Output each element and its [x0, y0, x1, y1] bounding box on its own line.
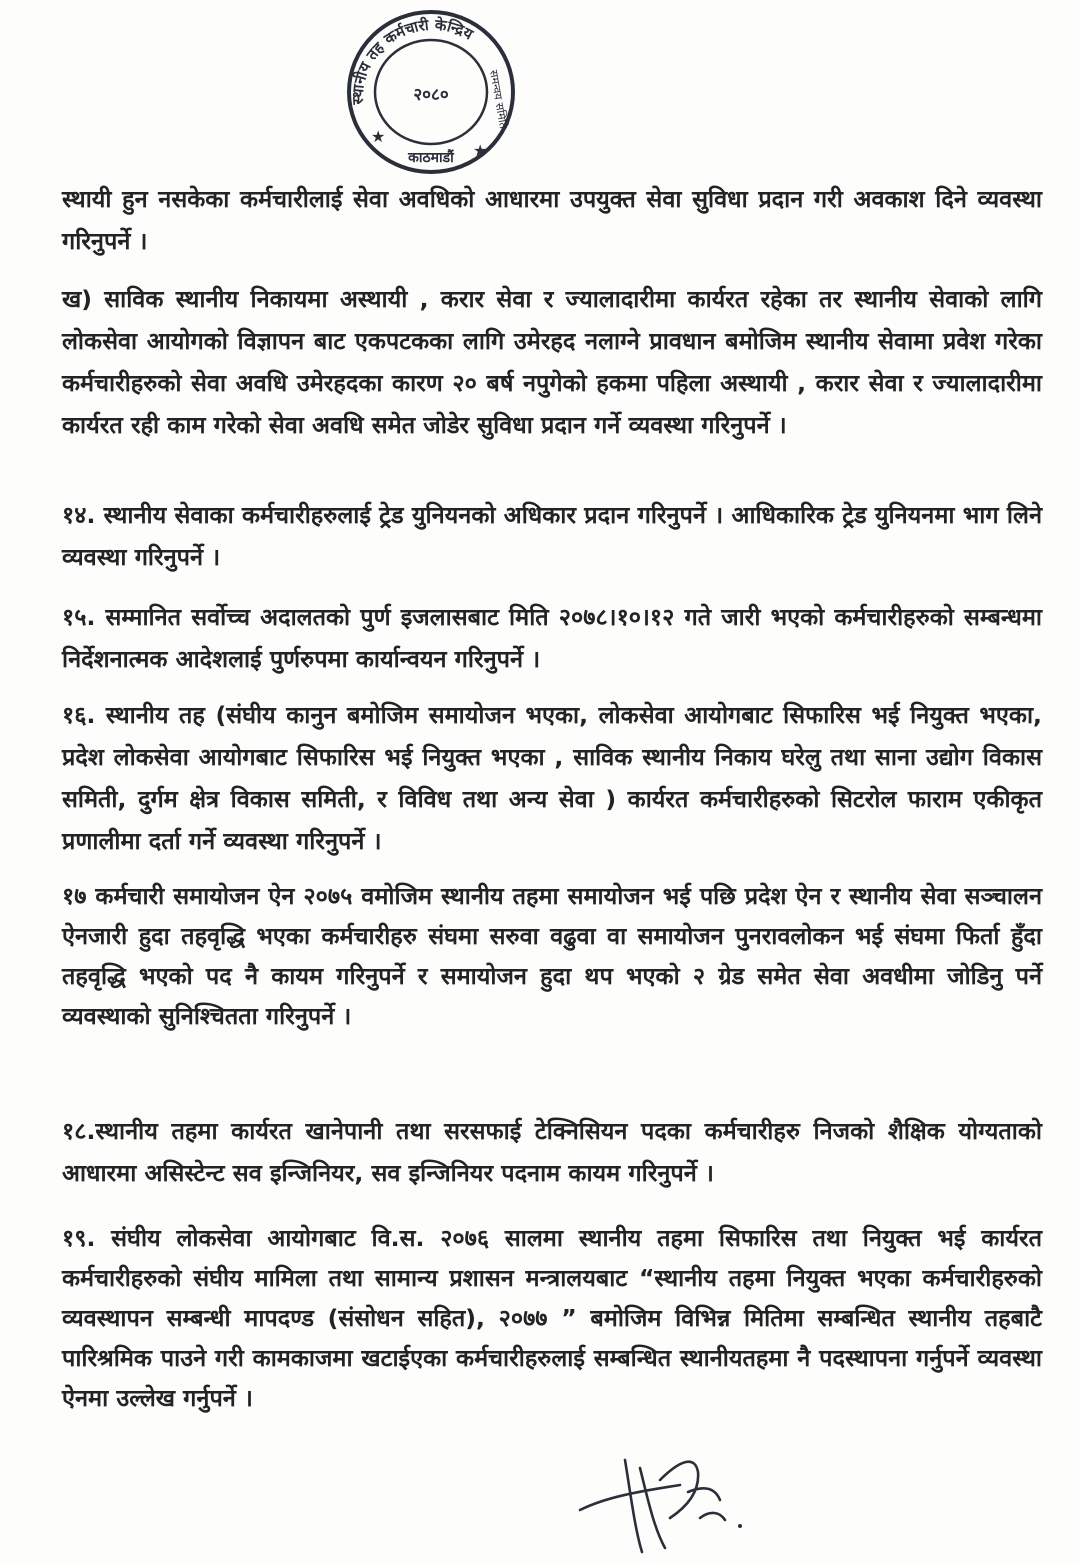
seal-side-text: समन्वय समिति [486, 69, 510, 130]
paragraph-kha-service-period: ख) साविक स्थानीय निकायमा अस्थायी , करार सेवा र ज्यालादारीमा कार्यरत रहेका तर स्थानीय सेवाको लागि लोकसेवा आयोगको विज्ञापन बाट एकपटकका लागि उमेरहद नलाग्ने प्रावधान बमोजिम स्थानीय सेवामा प्रवेश गरेका कर्मचारीहरुको सेवा अवधि उमेरहदका कारण २० बर्ष नपुगेको हकमा पहिला अस्थायी , करार सेवा र ज्यालादारीमा कार्यरत रही काम गरेको सेवा अवधि समेत जोडेर सुविधा प्रदान गर्ने व्यवस्था गरिनुपर्ने । [62, 285, 1042, 439]
paragraph-14-trade-union: १४. स्थानीय सेवाका कर्मचारीहरुलाई ट्रेड युनियनको अधिकार प्रदान गरिनुपर्ने । आधिकारिक ट्रेड युनियनमा भाग लिने व्यवस्था गरिनुपर्ने । [62, 501, 1042, 571]
seal-year: २०८० [413, 85, 449, 105]
paragraph-leave-benefits: स्थायी हुन नसकेका कर्मचारीलाई सेवा अवधिको आधारमा उपयुक्त सेवा सुविधा प्रदान गरी अवकाश दिने व्यवस्था गरिनुपर्ने । [62, 185, 1042, 255]
organization-seal [333, 4, 529, 180]
seal-arc-text: स्थानीय तह कर्मचारी केन्द्रिय [348, 15, 476, 105]
paragraph-16-sheet-roll: १६. स्थानीय तह (संघीय कानुन बमोजिम समायोजन भएका, लोकसेवा आयोगबाट सिफारिस भई नियुक्त भएका, प्रदेश लोकसेवा आयोगबाट सिफारिस भई नियुक्त भएका , साविक स्थानीय निकाय घरेलु तथा साना उद्योग विकास समिती, दुर्गम क्षेत्र विकास समिती, र विविध तथा अन्य सेवा ) कार्यरत कर्मचारीहरुको सिटरोल फाराम एकीकृत प्रणालीमा दर्ता गर्ने व्यवस्था गरिनुपर्ने । [62, 701, 1042, 855]
paragraph-15-supreme-court: १५. सम्मानित सर्वोच्च अदालतको पुर्ण इजलासबाट मिति २०७८।१०।१२ गते जारी भएको कर्मचारीहरुको सम्बन्धमा निर्देशनात्मक आदेशलाई पुर्णरुपमा कार्यान्वयन गरिनुपर्ने । [62, 603, 1042, 673]
seal-star-right: ★ [473, 141, 488, 160]
paragraph-19-psc-recommendation: १९. संघीय लोकसेवा आयोगबाट वि.स. २०७६ सालमा स्थानीय तहमा सिफारिस तथा नियुक्त भई कार्यरत कर्मचारीहरुको संघीय मामिला तथा सामान्य प्रशासन मन्त्रालयबाट “स्थानीय तहमा नियुक्त भएका कर्मचारीहरुको व्यवस्थापन सम्बन्धी मापदण्ड (संसोधन सहित), २०७७ ” बमोजिम विभिन्न मितिमा सम्बन्धित स्थानीय तहबाटै पारिश्रमिक पाउने गरी कामकाजमा खटाईएका कर्मचारीहरुलाई सम्बन्धित स्थानीयतहमा नै पदस्थापना गर्नुपर्ने व्यवस्था ऐनमा उल्लेख गर्नुपर्ने । [62, 1224, 1042, 1412]
paragraph-18-technician: १८.स्थानीय तहमा कार्यरत खानेपानी तथा सरसफाई टेक्निसियन पदका कर्मचारीहरु निजको शैक्षिक योग्यताको आधारमा असिस्टेन्ट सव इन्जिनियर, सव इन्जिनियर पदनाम कायम गरिनुपर्ने । [62, 1117, 1042, 1187]
paragraph-17-adjustment-act: १७ कर्मचारी समायोजन ऐन २०७५ वमोजिम स्थानीय तहमा समायोजन भई पछि प्रदेश ऐन र स्थानीय सेवा सञ्चालन ऐनजारी हुदा तहवृद्धि भएका कर्मचारीहरु संघमा सरुवा वढुवा वा समायोजन पुनरावलोकन भई संघमा फिर्ता हुँदा तहवृद्धि भएको पद नै कायम गरिनुपर्ने र समायोजन हुदा थप भएको २ ग्रेड समेत सेवा अवधीमा जोडिनु पर्ने व्यवस्थाको सुनिश्चितता गरिनुपर्ने । [62, 882, 1042, 1030]
handwritten-signature [570, 1440, 770, 1560]
seal-location: काठमाडौं [408, 150, 454, 166]
seal-star-left: ★ [371, 127, 386, 146]
